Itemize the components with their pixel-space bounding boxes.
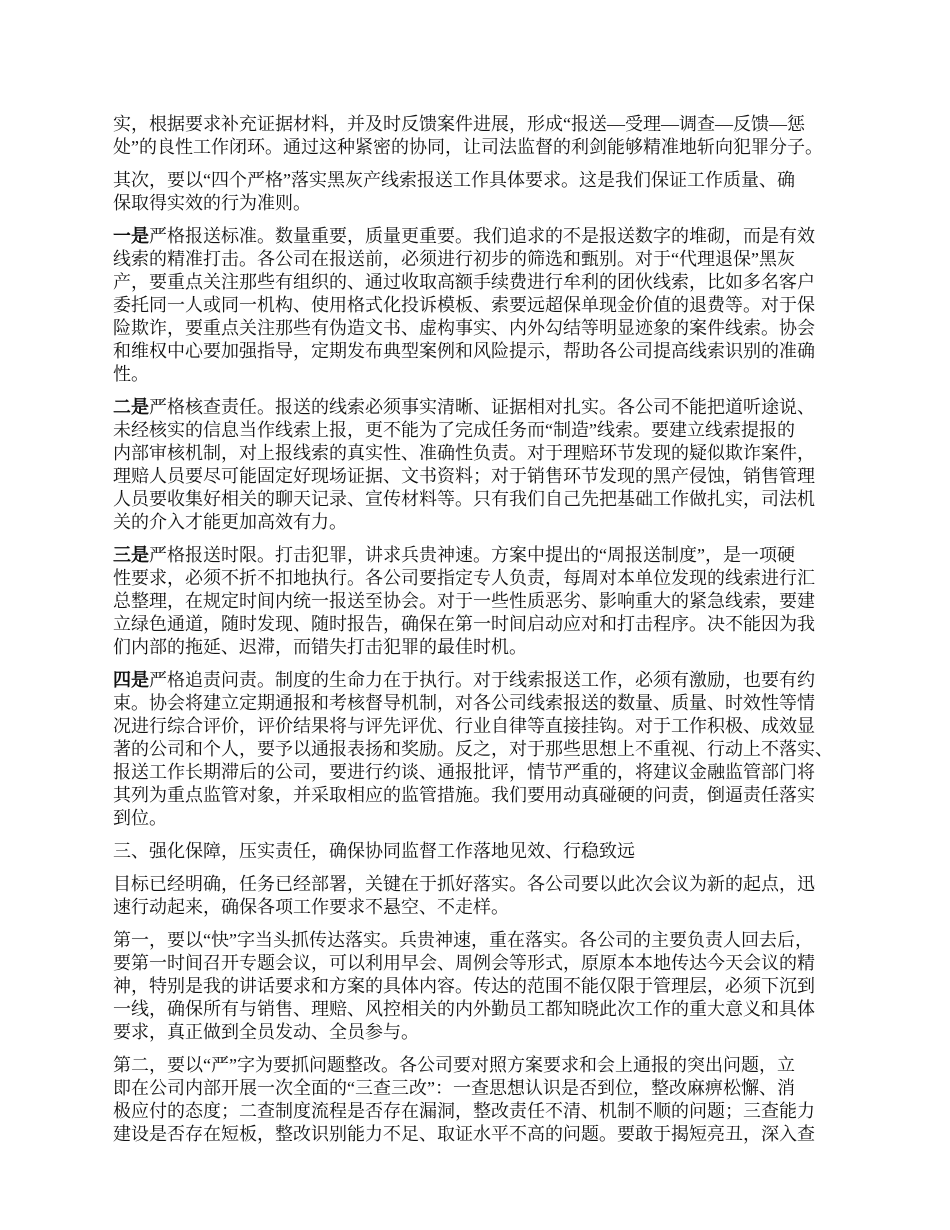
paragraph — [113, 873, 853, 919]
text-line — [113, 225, 853, 248]
line-text: 束。协会将建立定期通报和考核督导机制，对各公司线索报送的数量、质量、时效性等情 — [113, 693, 815, 713]
paragraph — [113, 396, 853, 534]
line-text: 严格报送时限。打击犯罪，讲求兵贵神速。方案中提出的“周报送制度”，是一项硬 — [149, 545, 795, 565]
paragraph — [113, 840, 853, 863]
text-line — [113, 113, 853, 136]
text-line — [113, 511, 853, 534]
text-line — [113, 419, 853, 442]
text-line — [113, 896, 853, 919]
line-text: 严格追责问责。制度的生命力在于执行。对于线索报送工作，必须有激励，也要有约 — [149, 670, 815, 690]
line-text: 们内部的拖延、迟滞，而错失打击犯罪的最佳时机。 — [113, 637, 527, 657]
text-line — [113, 442, 853, 465]
line-text: 即在公司内部开展一次全面的“三查三改”：一查思想认识是否到位，整改麻痹松懈、消 — [113, 1078, 795, 1098]
line-text: 况进行综合评价，评价结果将与评先评优、行业自律等直接挂钩。对于工作积极、成效显 — [113, 716, 815, 736]
text-line — [113, 465, 853, 488]
line-text: 险欺诈，要重点关注那些有伪造文书、虚构事实、内外勾结等明显迹象的案件线索。协会 — [113, 318, 815, 338]
paragraph — [113, 669, 853, 830]
text-line — [113, 248, 853, 271]
line-text: 第一，要以“快”字当头抓传达落实。兵贵神速，重在落实。各公司的主要负责人回去后， — [113, 930, 813, 950]
line-text: 到位。 — [113, 808, 167, 828]
line-text: 报送工作长期滞后的公司，要进行约谈、通报批评，情节严重的，将建议金融监管部门将 — [113, 762, 815, 782]
paragraph — [113, 1054, 853, 1146]
text-line — [113, 271, 853, 294]
text-line — [113, 294, 853, 317]
text-line — [113, 636, 853, 659]
text-line — [113, 613, 853, 636]
text-line — [113, 761, 853, 784]
line-text: 性要求，必须不折不扣地执行。各公司要指定专人负责，每周对本单位发现的线索进行汇 — [113, 568, 815, 588]
line-text: 和维权中心要加强指导，定期发布典型案例和风险提示，帮助各公司提高线索识别的准确 — [113, 341, 815, 361]
text-line — [113, 975, 853, 998]
line-text: 关的介入才能更加高效有力。 — [113, 512, 347, 532]
text-line — [113, 669, 853, 692]
line-text: 线索的精准打击。各公司在报送前，必须进行初步的筛选和甄别。对于“代理退保”黑灰 — [113, 249, 795, 269]
text-line — [113, 136, 853, 159]
line-text: 极应付的态度；二查制度流程是否存在漏洞，整改责任不清、机制不顺的问题；三查能力 — [113, 1101, 815, 1121]
line-text: 著的公司和个人，要予以通报表扬和奖励。反之，对于那些思想上不重视、行动上不落实、 — [113, 739, 833, 759]
paragraph-lead: 一是 — [113, 226, 149, 247]
text-line — [113, 873, 853, 896]
line-text: 立绿色通道，随时发现、随时报告，确保在第一时间启动应对和打击程序。决不能因为我 — [113, 614, 815, 634]
paragraph — [113, 113, 853, 159]
text-line — [113, 317, 853, 340]
line-text: 其次，要以“四个严格”落实黑灰产线索报送工作具体要求。这是我们保证工作质量、确 — [113, 170, 795, 190]
line-text: 理赔人员要尽可能固定好现场证据、文书资料；对于销售环节发现的黑产侵蚀，销售管理 — [113, 466, 815, 486]
line-text: 建设是否存在短板，整改识别能力不足、取证水平不高的问题。要敢于揭短亮丑，深入查 — [113, 1124, 815, 1144]
line-text: 要求，真正做到全员发动、全员参与。 — [113, 1022, 419, 1042]
text-line — [113, 784, 853, 807]
line-text: 目标已经明确，任务已经部署，关键在于抓好落实。各公司要以此次会议为新的起点，迅 — [113, 874, 815, 894]
text-line — [113, 488, 853, 511]
text-line — [113, 1123, 853, 1146]
text-line — [113, 692, 853, 715]
line-text: 内部审核机制，对上报线索的真实性、准确性负责。对于理赔环节发现的疑似欺诈案件， — [113, 443, 815, 463]
line-text: 严格报送标准。数量重要，质量更重要。我们追求的不是报送数字的堆砌，而是有效 — [149, 226, 815, 246]
line-text: 其列为重点监管对象，并采取相应的监管措施。我们要用动真碰硬的问责，倒逼责任落实 — [113, 785, 815, 805]
line-text: 三、强化保障，压实责任，确保协同监督工作落地见效、行稳致远 — [113, 841, 635, 861]
text-line — [113, 715, 853, 738]
line-text: 严格核查责任。报送的线索必须事实清晰、证据相对扎实。各公司不能把道听途说、 — [149, 397, 815, 417]
paragraph — [113, 929, 853, 1044]
text-line — [113, 590, 853, 613]
line-text: 委托同一人或同一机构、使用格式化投诉模板、索要远超保单现金价值的退费等。对于保 — [113, 295, 815, 315]
text-line — [113, 738, 853, 761]
text-line — [113, 396, 853, 419]
line-text: 性。 — [113, 364, 149, 384]
line-text: 要第一时间召开专题会议，可以利用早会、周例会等形式，原原本本地传达今天会议的精 — [113, 953, 815, 973]
line-text: 保取得实效的行为准则。 — [113, 193, 311, 213]
text-line — [113, 998, 853, 1021]
line-text: 实，根据要求补充证据材料，并及时反馈案件进展，形成“报送—受理—调查—反馈—惩 — [113, 114, 805, 134]
paragraph — [113, 169, 853, 215]
text-line — [113, 1021, 853, 1044]
text-line — [113, 840, 853, 863]
text-line — [113, 169, 853, 192]
text-line — [113, 544, 853, 567]
text-line — [113, 1100, 853, 1123]
paragraph — [113, 225, 853, 386]
text-line — [113, 929, 853, 952]
text-line — [113, 340, 853, 363]
line-text: 神，特别是我的讲话要求和方案的具体内容。传达的范围不能仅限于管理层，必须下沉到 — [113, 976, 815, 996]
paragraph-lead: 二是 — [113, 397, 149, 418]
paragraph-lead: 三是 — [113, 545, 149, 566]
text-line — [113, 952, 853, 975]
text-line — [113, 192, 853, 215]
line-text: 总整理，在规定时间内统一报送至协会。对于一些性质恶劣、影响重大的紧急线索，要建 — [113, 591, 815, 611]
text-line — [113, 807, 853, 830]
line-text: 处”的良性工作闭环。通过这种紧密的协同，让司法监督的利剑能够精准地斩向犯罪分子。 — [113, 137, 823, 157]
line-text: 第二，要以“严”字为要抓问题整改。各公司要对照方案要求和会上通报的突出问题，立 — [113, 1055, 795, 1075]
line-text: 产，要重点关注那些有组织的、通过收取高额手续费进行牟利的团伙线索，比如多名客户 — [113, 272, 815, 292]
line-text: 一线，确保所有与销售、理赔、风控相关的内外勤员工都知晓此次工作的重大意义和具体 — [113, 999, 815, 1019]
text-line — [113, 1077, 853, 1100]
document-page — [113, 113, 853, 1156]
text-line — [113, 363, 853, 386]
text-line — [113, 567, 853, 590]
line-text: 人员要收集好相关的聊天记录、宣传材料等。只有我们自己先把基础工作做扎实，司法机 — [113, 489, 815, 509]
line-text: 未经核实的信息当作线索上报，更不能为了完成任务而“制造”线索。要建立线索提报的 — [113, 420, 795, 440]
line-text: 速行动起来，确保各项工作要求不悬空、不走样。 — [113, 897, 509, 917]
paragraph-lead: 四是 — [113, 670, 149, 691]
text-line — [113, 1054, 853, 1077]
paragraph — [113, 544, 853, 659]
